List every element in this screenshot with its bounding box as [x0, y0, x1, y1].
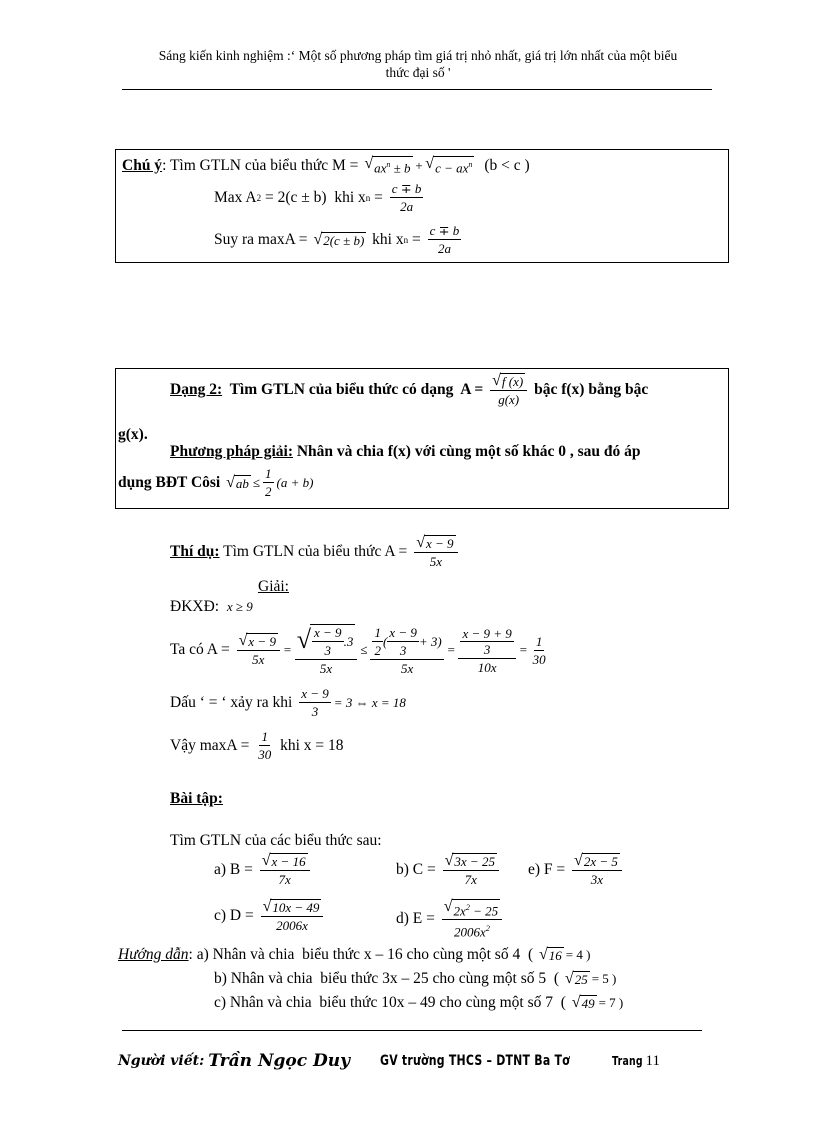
exercises-intro	[170, 832, 382, 850]
dang2-cosi-rad: √ ab	[226, 473, 249, 491]
dang2-cosi-rad-text: ab	[235, 475, 249, 491]
exercise-d-den: 2006x	[454, 924, 486, 940]
taco-frac-3	[370, 625, 443, 676]
hint-2-tail: = 5 )	[591, 971, 617, 986]
dang2-frac-den: g(x)	[498, 392, 520, 407]
dang2-cosi-frac	[263, 466, 274, 499]
taco-label: Ta có A =	[170, 641, 234, 658]
hint-1-rad: √ 16	[539, 946, 562, 963]
dkxd-line	[170, 598, 253, 616]
exercises-label-text: Bài tập:	[170, 790, 223, 807]
dang2-cosi-den: 2	[265, 484, 272, 499]
taco-s3-den: 5x	[400, 660, 414, 676]
dang2-text-2: bậc f(x) bằng bậc	[530, 381, 649, 398]
footer-author	[118, 1046, 350, 1076]
dang2-text-1: Tìm GTLN của biểu thức có dạng A =	[222, 381, 488, 398]
exercise-d-frac: √ $2x^2 - 25$ $2006x^2$	[442, 899, 502, 940]
header-line-2: thức đại số '	[385, 65, 451, 80]
exercise-d-num-tail: − 25	[469, 903, 499, 919]
vay-tail: khi x = 18	[276, 736, 344, 754]
vay-line	[170, 729, 344, 762]
note-suyra: Suy ra maxA =	[214, 230, 312, 248]
exercise-d-den-exp: 2	[485, 924, 490, 934]
exercise-d-num-exp: 2	[465, 903, 470, 912]
example-num: x − 9	[425, 536, 454, 551]
footer-school	[380, 1046, 623, 1076]
note-max-exp: 2	[256, 192, 262, 203]
taco-line	[170, 620, 551, 680]
solution-text: Giải:	[258, 578, 289, 595]
hint-2-text: b) Nhân và chia biểu thức 3x – 25 cho cùng một số 5 (	[214, 970, 563, 987]
taco-s3-in-den: 3	[399, 642, 407, 658]
note-max-xn: n	[365, 192, 371, 203]
taco-s4-den: 10x	[477, 659, 497, 675]
exercise-d-num: 2x	[453, 903, 466, 919]
example-text: Tìm GTLN của biểu thức A =	[219, 543, 412, 560]
dau-text: Dấu ‘ = ‘ xảy ra khi	[170, 693, 297, 711]
taco-frac-5	[531, 634, 548, 667]
exercise-c-frac: √ 10x − 49 2006x	[261, 899, 324, 933]
example-line	[170, 535, 461, 569]
note-rad3-text: 2(c ± b)	[323, 232, 365, 248]
taco-s1-den: 5x	[252, 652, 265, 667]
dang2-frac-num: f (x)	[501, 374, 524, 389]
exercise-d-label: d) E =	[396, 910, 439, 928]
exercise-a-frac: √ x − 16 7x	[260, 853, 310, 887]
footer-page-number: 11	[645, 1052, 660, 1069]
footer-page-label: Trang	[612, 1054, 643, 1068]
taco-le: ≤	[360, 642, 368, 657]
note-max-a: Max A	[214, 188, 257, 206]
taco-frac-4	[458, 626, 515, 675]
exercise-a-label: a) B =	[214, 861, 257, 878]
taco-frac-2: √ $\frac{x - 9}{3}$ .3 5x	[295, 624, 358, 676]
note-frac1-num: c ∓ b	[391, 181, 422, 196]
example-label: Thí dụ:	[170, 543, 220, 560]
dau-frac	[299, 686, 331, 719]
dang2-cosi-num: 1	[265, 466, 272, 481]
exercise-b-label: b) C =	[396, 861, 440, 878]
taco-s3-open: (	[382, 633, 388, 649]
hint-3-tail: = 7 )	[598, 995, 624, 1010]
footer-school-text: GV trường THCS – DTNT Ba Tơ	[380, 1053, 570, 1069]
taco-s3-in-num: x − 9	[389, 624, 417, 640]
exercise-e-num: 2x − 5	[583, 854, 618, 869]
vay-frac	[256, 729, 273, 762]
dang2-line-3	[170, 443, 640, 461]
taco-s2-inner-num: x − 9	[314, 625, 342, 640]
taco-s4-num-den: 3	[483, 641, 491, 657]
note-frac3-den: 2a	[437, 241, 451, 256]
hint-1-text: : a) Nhân và chia biểu thức x – 16 cho cùng một số 4 (	[188, 946, 538, 963]
taco-s1-num: x − 9	[248, 634, 276, 649]
footer-page	[612, 1046, 660, 1076]
note-frac-1	[390, 181, 424, 214]
exercise-e-label: e) F =	[528, 861, 570, 878]
hint-3-rad-text: 49	[581, 996, 595, 1011]
exercise-b	[396, 853, 502, 887]
note-rad2-exp: n	[468, 160, 473, 169]
note-rad1-exp: n	[386, 160, 391, 169]
dang2-line-4	[118, 466, 313, 499]
dang2-cosi-rel: ≤	[252, 474, 261, 490]
note-max-eq: =	[370, 188, 387, 206]
exercise-e-den: 3x	[590, 872, 604, 887]
dang2-text-3: g(x).	[118, 426, 148, 443]
dkxd-value: x ≥ 9	[226, 599, 253, 614]
header-divider	[122, 89, 712, 90]
dang2-title: Dạng 2:	[170, 381, 223, 398]
note-radical-3: √ 2(c ± b)	[313, 230, 365, 248]
taco-eq-1: =	[282, 642, 292, 657]
taco-eq-2: =	[446, 642, 456, 657]
vay-num: 1	[261, 729, 268, 744]
taco-s2-tail: .3	[343, 633, 354, 649]
page-header	[118, 47, 718, 81]
note-label: Chú ý	[122, 156, 163, 174]
taco-frac-1: √ x − 9 5x	[237, 633, 280, 667]
exercise-c-num: 10x − 49	[272, 900, 320, 915]
note-eq-3: =	[408, 230, 425, 248]
note-rad1-text: ax	[374, 160, 387, 176]
exercise-c	[214, 899, 326, 933]
taco-s5-den: 30	[532, 651, 546, 667]
note-rad1-tail: ± b	[390, 160, 411, 176]
exercise-e-frac: √ 2x − 5 3x	[572, 853, 622, 887]
dau-line	[170, 686, 406, 719]
note-condition: (b < c )	[484, 156, 530, 174]
footer-divider	[122, 1030, 702, 1031]
dang2-frac: √ f (x) g(x)	[490, 373, 527, 407]
hint-3-text: c) Nhân và chia biểu thức 10x – 49 cho cùng một số 7 (	[214, 994, 570, 1011]
dang2-text-4: dụng BĐT Côsi	[118, 473, 225, 491]
note-frac1-den: 2a	[400, 199, 414, 214]
exercises-label	[170, 790, 223, 808]
exercise-e	[528, 853, 625, 887]
taco-s3-close: + 3)	[418, 633, 442, 649]
taco-s3-half-den: 2	[374, 642, 381, 658]
vay-den: 30	[258, 747, 272, 762]
dau-tail: = 3 ⇔ x = 18	[333, 694, 406, 710]
taco-s2-den: 5x	[319, 661, 333, 676]
exercise-d	[396, 899, 505, 940]
dang2-line-1	[170, 373, 648, 407]
hint-1-rad-text: 16	[548, 948, 562, 963]
note-line-1	[122, 156, 530, 175]
dau-den: 3	[311, 704, 319, 719]
note-plus: +	[414, 157, 424, 173]
example-frac: √ x − 9 5x	[414, 535, 457, 569]
exercises-intro-text: Tìm GTLN của các biểu thức sau:	[170, 832, 382, 849]
hint-1	[118, 946, 590, 964]
note-khi: khi x	[368, 230, 404, 248]
vay-text: Vậy maxA =	[170, 736, 254, 754]
taco-s2-inner-den: 3	[324, 643, 332, 658]
dang2-method-label: Phương pháp giải:	[170, 443, 293, 460]
footer-author-name: Trần Ngọc Duy	[208, 1051, 350, 1071]
taco-s5-num: 1	[535, 633, 543, 649]
note-line-2	[214, 181, 426, 214]
note-radical-2: √ $c - ax^n$	[425, 155, 473, 176]
hints-label: Hướng dẫn	[118, 946, 189, 963]
exercise-b-den: 7x	[464, 872, 477, 887]
note-max-b: = 2(c ± b) khi x	[261, 188, 366, 206]
hint-3-rad: √ 49	[571, 994, 595, 1011]
header-line-1: Sáng kiến kinh nghiệm :‘ Một số phương pháp tìm giá trị nhỏ nhất, giá trị lớn nhất của một biểu	[158, 48, 678, 63]
hint-2-rad-text: 25	[574, 972, 588, 987]
exercise-a	[214, 853, 313, 887]
exercise-c-den: 2006x	[276, 918, 308, 933]
hint-2	[214, 970, 616, 988]
exercise-c-label: c) D =	[214, 907, 258, 924]
taco-s3-half-num: 1	[374, 624, 381, 640]
hint-2-rad: √ 25	[564, 970, 588, 987]
taco-eq-3: =	[518, 642, 528, 657]
exercise-b-frac: √ 3x − 25 7x	[443, 853, 499, 887]
dang2-line-2	[118, 426, 148, 444]
note-xn-3: n	[403, 234, 409, 245]
note-intro: : Tìm GTLN của biểu thức M =	[162, 156, 363, 174]
hint-3	[214, 994, 623, 1012]
dkxd-label: ĐKXĐ:	[170, 598, 227, 615]
dang2-cosi-tail: (a + b)	[276, 474, 314, 490]
exercise-a-num: x − 16	[271, 854, 306, 869]
footer-author-prefix: Người viết:	[118, 1053, 205, 1069]
example-den: 5x	[429, 554, 442, 569]
dang2-method-text: Nhân và chia f(x) với cùng một số khác 0 , sau đó áp	[292, 443, 641, 460]
exercise-a-den: 7x	[278, 872, 291, 887]
note-line-3	[214, 223, 464, 256]
solution-label	[258, 578, 289, 596]
exercise-b-num: 3x − 25	[454, 854, 495, 869]
note-frac3-num: c ∓ b	[429, 223, 460, 238]
note-rad2-text: c − ax	[435, 160, 469, 176]
taco-s4-num: x − 9 + 9	[462, 625, 512, 641]
dau-num: x − 9	[301, 686, 329, 701]
note-frac-3	[428, 223, 462, 256]
note-radical-1: √ $ax^n \pm b$	[364, 155, 411, 176]
hint-1-tail: = 4 )	[565, 947, 591, 962]
